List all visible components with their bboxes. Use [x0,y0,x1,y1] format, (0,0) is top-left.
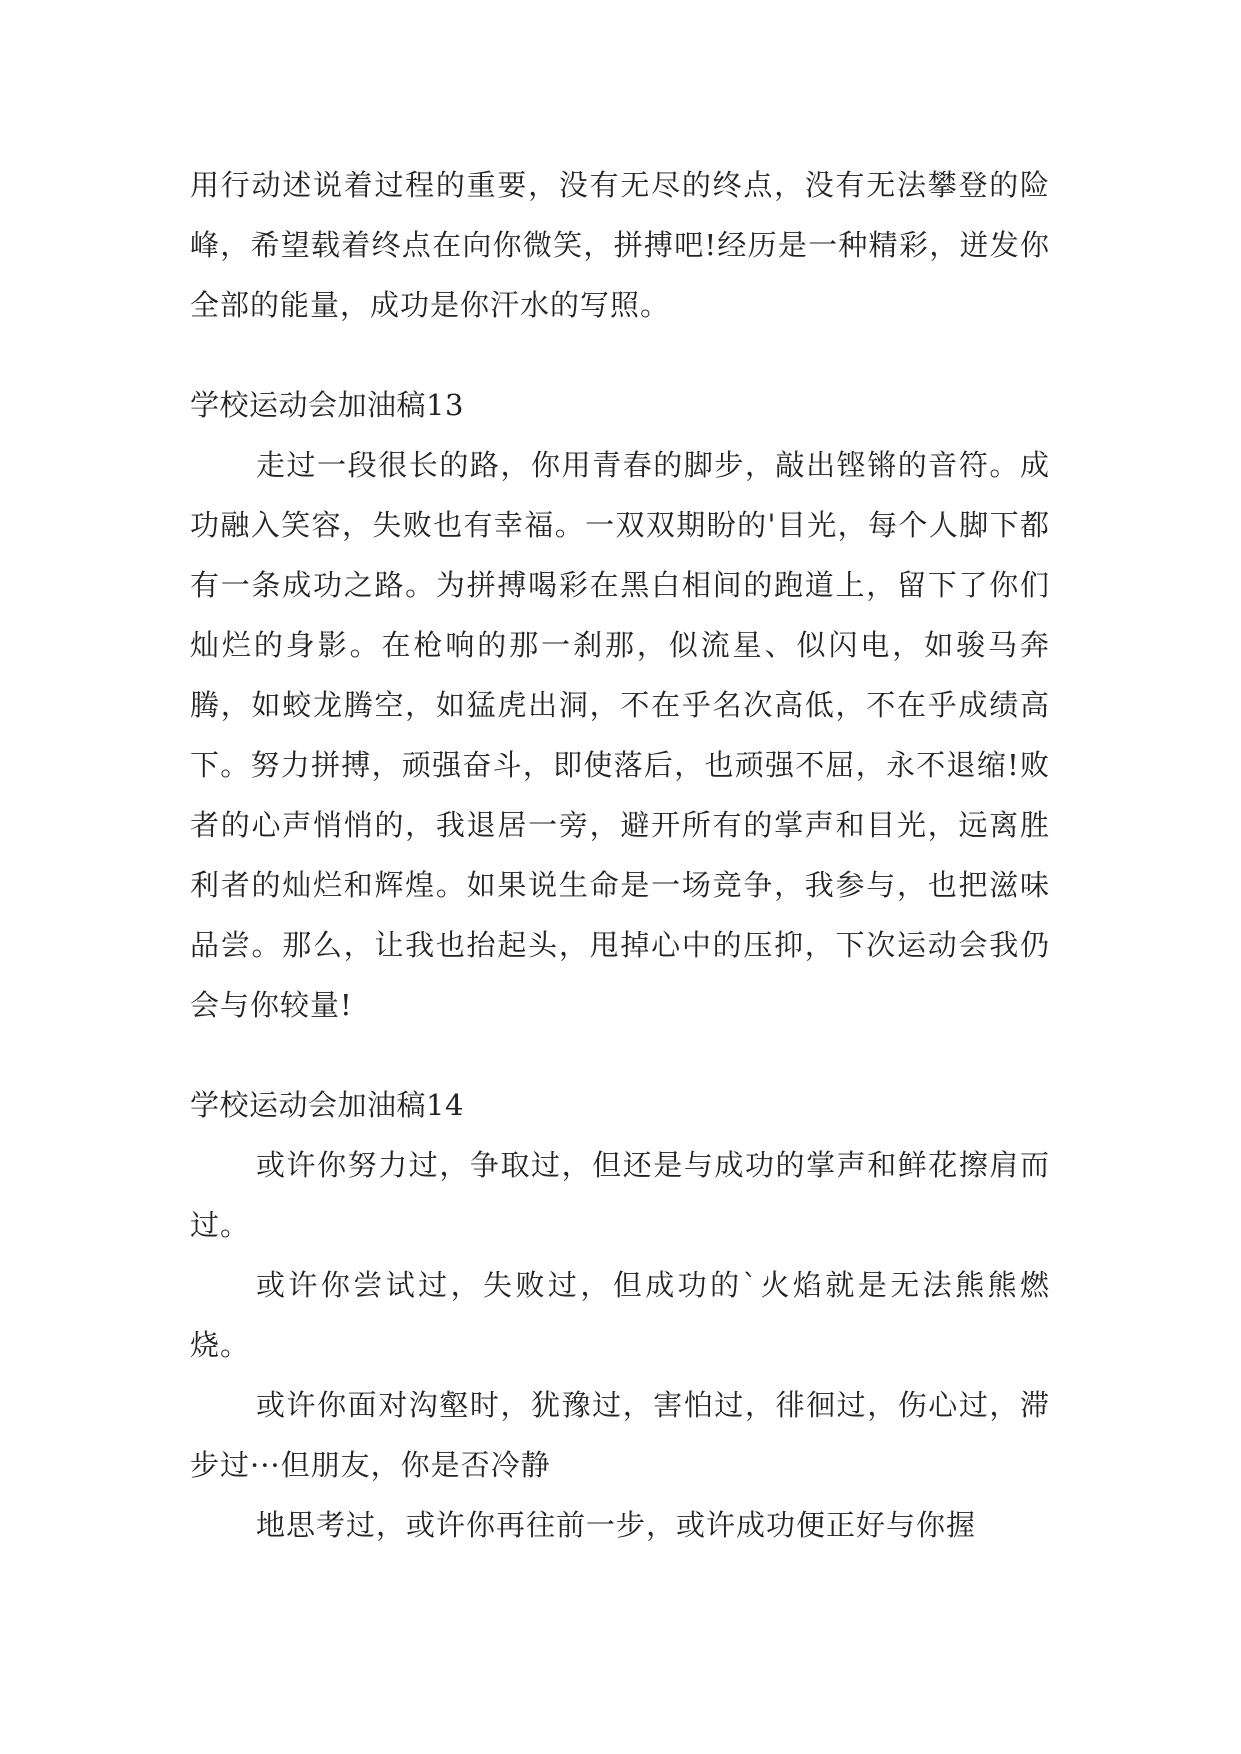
document-body [190,155,1050,1555]
section-paragraph: 地思考过，或许你再往前一步，或许成功便正好与你握 [256,1508,977,1542]
section-14 [190,1075,1050,1555]
intro-paragraph: 用行动述说着过程的重要，没有无尽的终点，没有无法攀登的险峰，希望载着终点在向你微笑，拼搏吧!经历是一种精彩，迸发你全部的能量，成功是你汗水的写照。 [190,168,1050,322]
section-gap [190,335,1050,375]
section-paragraph: 或许你尝试过，失败过，但成功的`火焰就是无法熊熊燃烧。 [190,1268,1050,1362]
section-title: 学校运动会加油稿13 [190,388,464,422]
section-paragraph: 或许你面对沟壑时，犹豫过，害怕过，徘徊过，伤心过，滞步过···但朋友，你是否冷静 [190,1388,1050,1482]
section-paragraph: 或许你努力过，争取过，但还是与成功的掌声和鲜花擦肩而过。 [190,1148,1050,1242]
section-title: 学校运动会加油稿14 [190,1088,464,1122]
section-13 [190,375,1050,1035]
section-gap [190,1035,1050,1075]
section-paragraph: 走过一段很长的路，你用青春的脚步，敲出铿锵的音符。成功融入笑容，失败也有幸福。一双双期盼的'目光，每个人脚下都有一条成功之路。为拼搏喝彩在黑白相间的跑道上，留下了你们灿烂的身影。在枪响的那一刹那，似流星、似闪电，如骏马奔腾，如蛟龙腾空，如猛虎出洞，不在乎名次高低，不在乎成绩高下。努力拼搏，顽强奋斗，即使落后，也顽强不屈，永不退缩!败者的心声悄悄的，我退居一旁，避开所有的掌声和目光，远离胜利者的灿烂和辉煌。如果说生命是一场竞争，我参与，也把滋味品尝。那么，让我也抬起头，甩掉心中的压抑，下次运动会我仍会与你较量! [190,448,1050,1022]
